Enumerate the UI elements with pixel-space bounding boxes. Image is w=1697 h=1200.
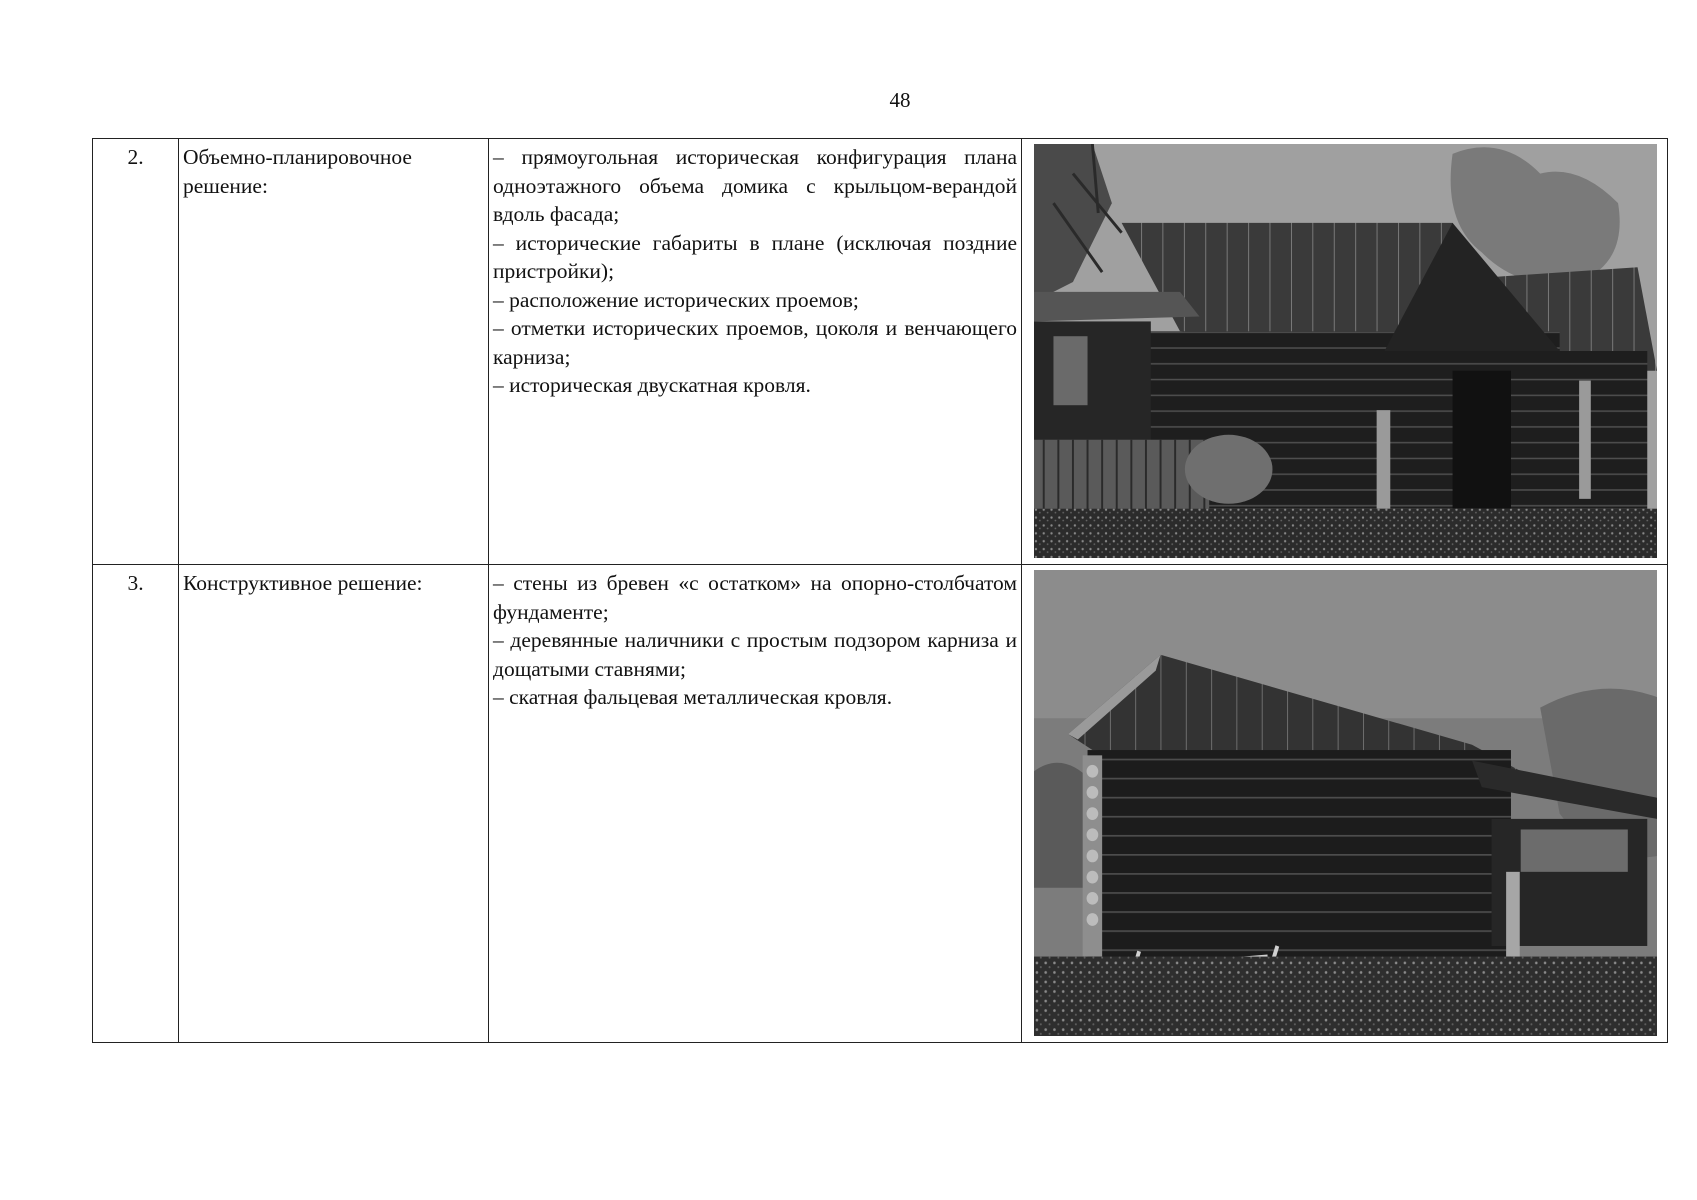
- list-item: – расположение исторических проемов;: [493, 287, 859, 312]
- list-item: – деревянные наличники с простым подзором карниза и дощатыми ставнями;: [493, 628, 1017, 681]
- row-description: [489, 139, 1022, 565]
- row-number: 2.: [93, 139, 179, 565]
- photo-cell: [1022, 139, 1668, 565]
- table-row: [93, 565, 1668, 1043]
- house-photo-side: [1034, 570, 1657, 1036]
- row-title: Объемно-планировочное решение:: [179, 139, 489, 565]
- row-description: [489, 565, 1022, 1043]
- list-item: – исторические габариты в плане (исключая поздние пристройки);: [493, 230, 1017, 283]
- page-number: 48: [889, 88, 911, 112]
- list-item: – скатная фальцевая металлическая кровля.: [493, 685, 893, 709]
- heritage-table: [92, 138, 1668, 1043]
- row-title: Конструктивное решение:: [179, 565, 489, 1043]
- row-number: 3.: [93, 565, 179, 1043]
- list-item: – стены из бревен «с остатком» на опорно-столбчатом фундаменте;: [493, 571, 1017, 624]
- house-photo-front: [1034, 144, 1657, 558]
- list-item: – прямоугольная историческая конфигурация плана одноэтажного объема домика с крыльцом-верандой вдоль фасада;: [493, 145, 1017, 226]
- list-item: – отметки исторических проемов, цоколя и венчающего карниза;: [493, 316, 1017, 369]
- table-row: [93, 139, 1668, 565]
- list-item: – историческая двускатная кровля.: [493, 373, 811, 397]
- photo-cell: [1022, 565, 1668, 1043]
